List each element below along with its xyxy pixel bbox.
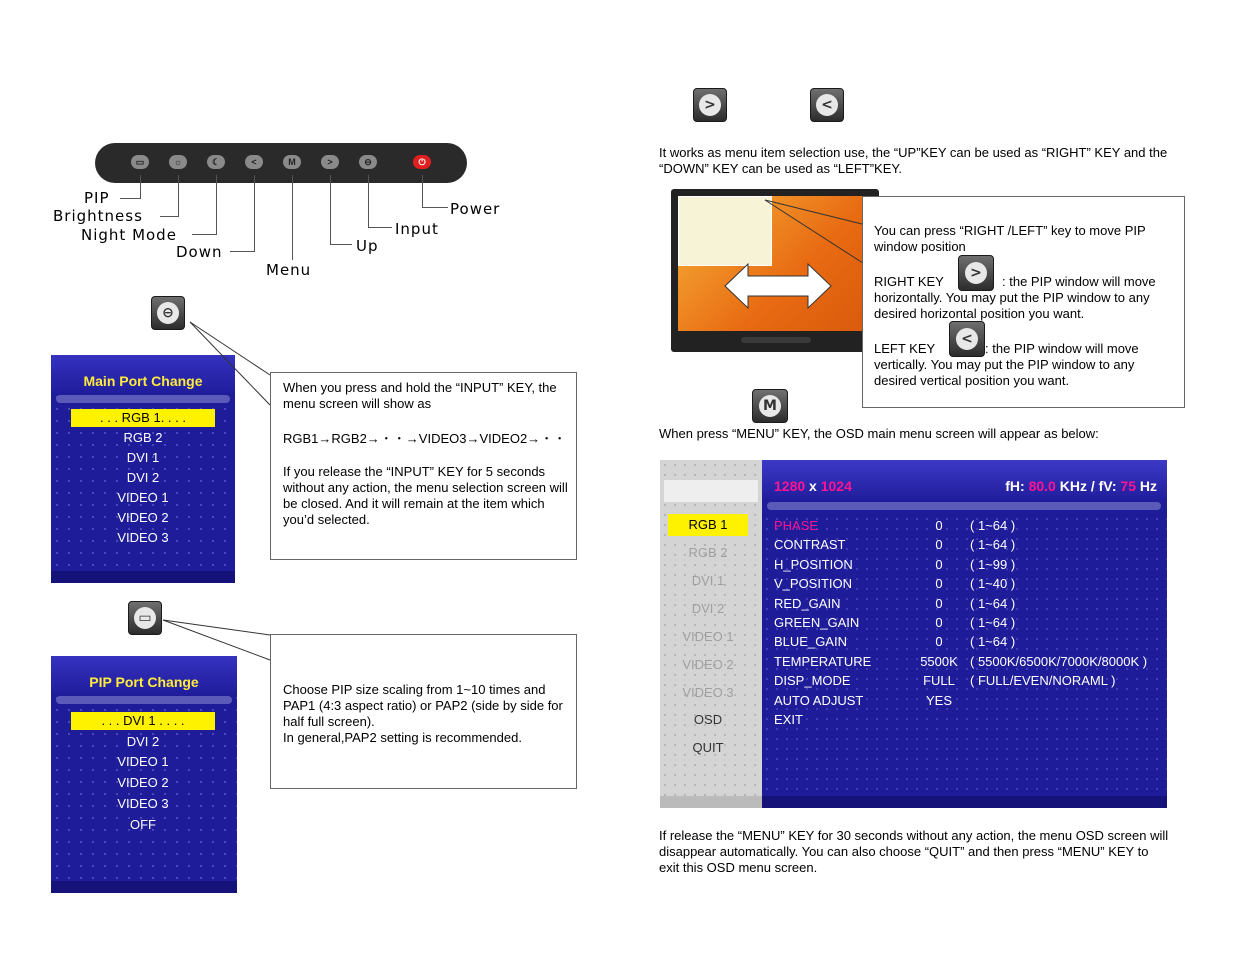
power-key-icon[interactable]: ⏻ <box>413 155 431 169</box>
pip-icon: ▭ <box>134 607 156 629</box>
input-callout-p1: When you press and hold the “INPUT” KEY, the menu screen will show as <box>283 380 557 411</box>
input-callout <box>270 372 577 560</box>
night-mode-key-icon[interactable]: ☾ <box>207 155 225 169</box>
left-key-button[interactable] <box>810 88 844 122</box>
pip-port-item[interactable]: VIDEO 1 <box>117 754 169 769</box>
menu-label: Menu <box>266 261 312 279</box>
main-port-item[interactable]: VIDEO 3 <box>117 530 169 545</box>
left-key-description: : the PIP window will move vertically. You may put the PIP window to any desired vertical position you want. <box>874 341 1139 388</box>
main-port-item[interactable]: DVI 1 <box>126 450 160 465</box>
osd-header <box>762 460 1167 502</box>
pip-port-item[interactable]: OFF <box>130 817 156 832</box>
osd-source-item[interactable]: RGB 1 <box>668 514 748 536</box>
up-label: Up <box>356 237 379 255</box>
osd-source-item[interactable]: DVI 2 <box>691 601 725 616</box>
power-label: Power <box>450 200 501 218</box>
osd-frequency: fH: 80.0 KHz / fV: 75 Hz <box>1005 478 1157 494</box>
osd-source-item[interactable]: VIDEO 3 <box>682 685 734 700</box>
pip-port-item[interactable]: . . . DVI 1 . . . . <box>71 712 215 730</box>
right-key-label: RIGHT KEY <box>874 274 944 289</box>
menu-outro: If release the “MENU” KEY for 30 seconds without any action, the menu OSD screen will disappear automatically. You can also choose “QUIT” and then press “MENU” KEY to exit this OSD menu screen. <box>659 828 1169 875</box>
right-key-button[interactable] <box>693 88 727 122</box>
keypad-strip <box>95 143 467 183</box>
main-port-item[interactable]: DVI 2 <box>126 470 160 485</box>
brightness-label: Brightness <box>53 207 143 225</box>
osd-resolution: 1280 x 1024 <box>774 478 852 494</box>
input-key-icon[interactable]: ⊖ <box>359 155 377 169</box>
down-label: Down <box>176 243 223 261</box>
menu-key-button[interactable] <box>752 389 788 423</box>
callout-pointer <box>158 615 273 665</box>
main-port-item[interactable]: RGB 2 <box>123 430 163 445</box>
pip-port-item[interactable]: VIDEO 2 <box>117 775 169 790</box>
pip-callout-p1: Choose PIP size scaling from 1~10 times and PAP1 (4:3 aspect ratio) or PAP2 (side by side for half full screen). <box>283 682 563 729</box>
pip-key-button[interactable] <box>128 601 162 635</box>
osd-source-item[interactable]: VIDEO 1 <box>682 629 734 644</box>
down-key-icon[interactable]: < <box>245 155 263 169</box>
pip-move-p1: You can press “RIGHT /LEFT” key to move PIP window position <box>874 223 1146 254</box>
up-key-icon[interactable]: > <box>321 155 339 169</box>
osd-source-item[interactable]: VIDEO 2 <box>682 657 734 672</box>
pip-move-callout <box>862 196 1185 408</box>
pip-callout-p2: In general,PAP2 setting is recommended. <box>283 730 522 745</box>
pip-key-icon[interactable]: ▭ <box>131 155 149 169</box>
chevron-left-icon: < <box>956 328 978 350</box>
osd-rows: PHASE 0 ( 1~64 ) CONTRAST 0 ( 1~64 ) H_POSITION 0 ( 1~99 ) V_POSITION 0 ( 1~40 ) RED_GAIN 0 ( 1~64 ) GREEN_GAIN 0 ( 1~64 ) BLUE_GAIN 0 ( 1~64 ) TEMPERATURE 5500K ( 5500K/6500K/7000K/8000K ) DISP_MODE FULL ( FULL/EVEN/NORAML ) AUTO ADJUST YES EXIT <box>762 514 1167 794</box>
left-key-label: LEFT KEY <box>874 341 936 356</box>
input-callout-p2: RGB1→RGB2→・・→VIDEO3→VIDEO2→・・ <box>283 431 567 446</box>
input-label: Input <box>395 220 439 238</box>
input-icon: ⊖ <box>157 302 179 324</box>
chevron-left-icon: < <box>816 94 838 116</box>
pip-port-title: PIP Port Change <box>51 656 237 696</box>
chevron-right-icon: > <box>699 94 721 116</box>
input-callout-p3: If you release the “INPUT” KEY for 5 seconds without any action, the menu selection screen will be closed. And it will remain at the item which you’d selected. <box>283 464 568 527</box>
osd-source-item[interactable]: RGB 2 <box>688 545 728 560</box>
main-port-item[interactable]: VIDEO 2 <box>117 510 169 525</box>
pip-port-menu <box>51 656 237 893</box>
menu-key-icon[interactable]: M <box>283 155 301 169</box>
osd-source-item[interactable]: DVI 1 <box>691 573 725 588</box>
brightness-key-icon[interactable]: ☼ <box>169 155 187 169</box>
pip-port-item[interactable]: VIDEO 3 <box>117 796 169 811</box>
main-port-item[interactable]: . . . RGB 1. . . . <box>71 409 215 427</box>
main-port-title: Main Port Change <box>51 355 235 395</box>
menu-intro: When press “MENU” KEY, the OSD main menu screen will appear as below: <box>659 426 1099 441</box>
pip-port-item[interactable]: DVI 2 <box>126 734 160 749</box>
night-mode-label: Night Mode <box>81 226 177 244</box>
osd-quit-item[interactable]: QUIT <box>692 740 724 755</box>
callout-pointer <box>760 195 870 270</box>
menu-m-icon: M <box>759 395 781 417</box>
updown-description: It works as menu item selection use, the “UP”KEY can be used as “RIGHT” KEY and the “DOWN” KEY can be used as “LEFT”KEY. <box>659 145 1168 176</box>
osd-main-menu <box>660 460 1167 808</box>
pip-label: PIP <box>84 189 110 207</box>
right-key-description: : the PIP window will move horizontally. You may put the PIP window to any desired horizontal position you want. <box>874 274 1156 321</box>
osd-osd-item[interactable]: OSD <box>693 712 723 727</box>
chevron-right-icon: > <box>965 262 987 284</box>
pip-callout <box>270 634 577 789</box>
callout-pointer <box>180 320 280 410</box>
main-port-item[interactable]: VIDEO 1 <box>117 490 169 505</box>
